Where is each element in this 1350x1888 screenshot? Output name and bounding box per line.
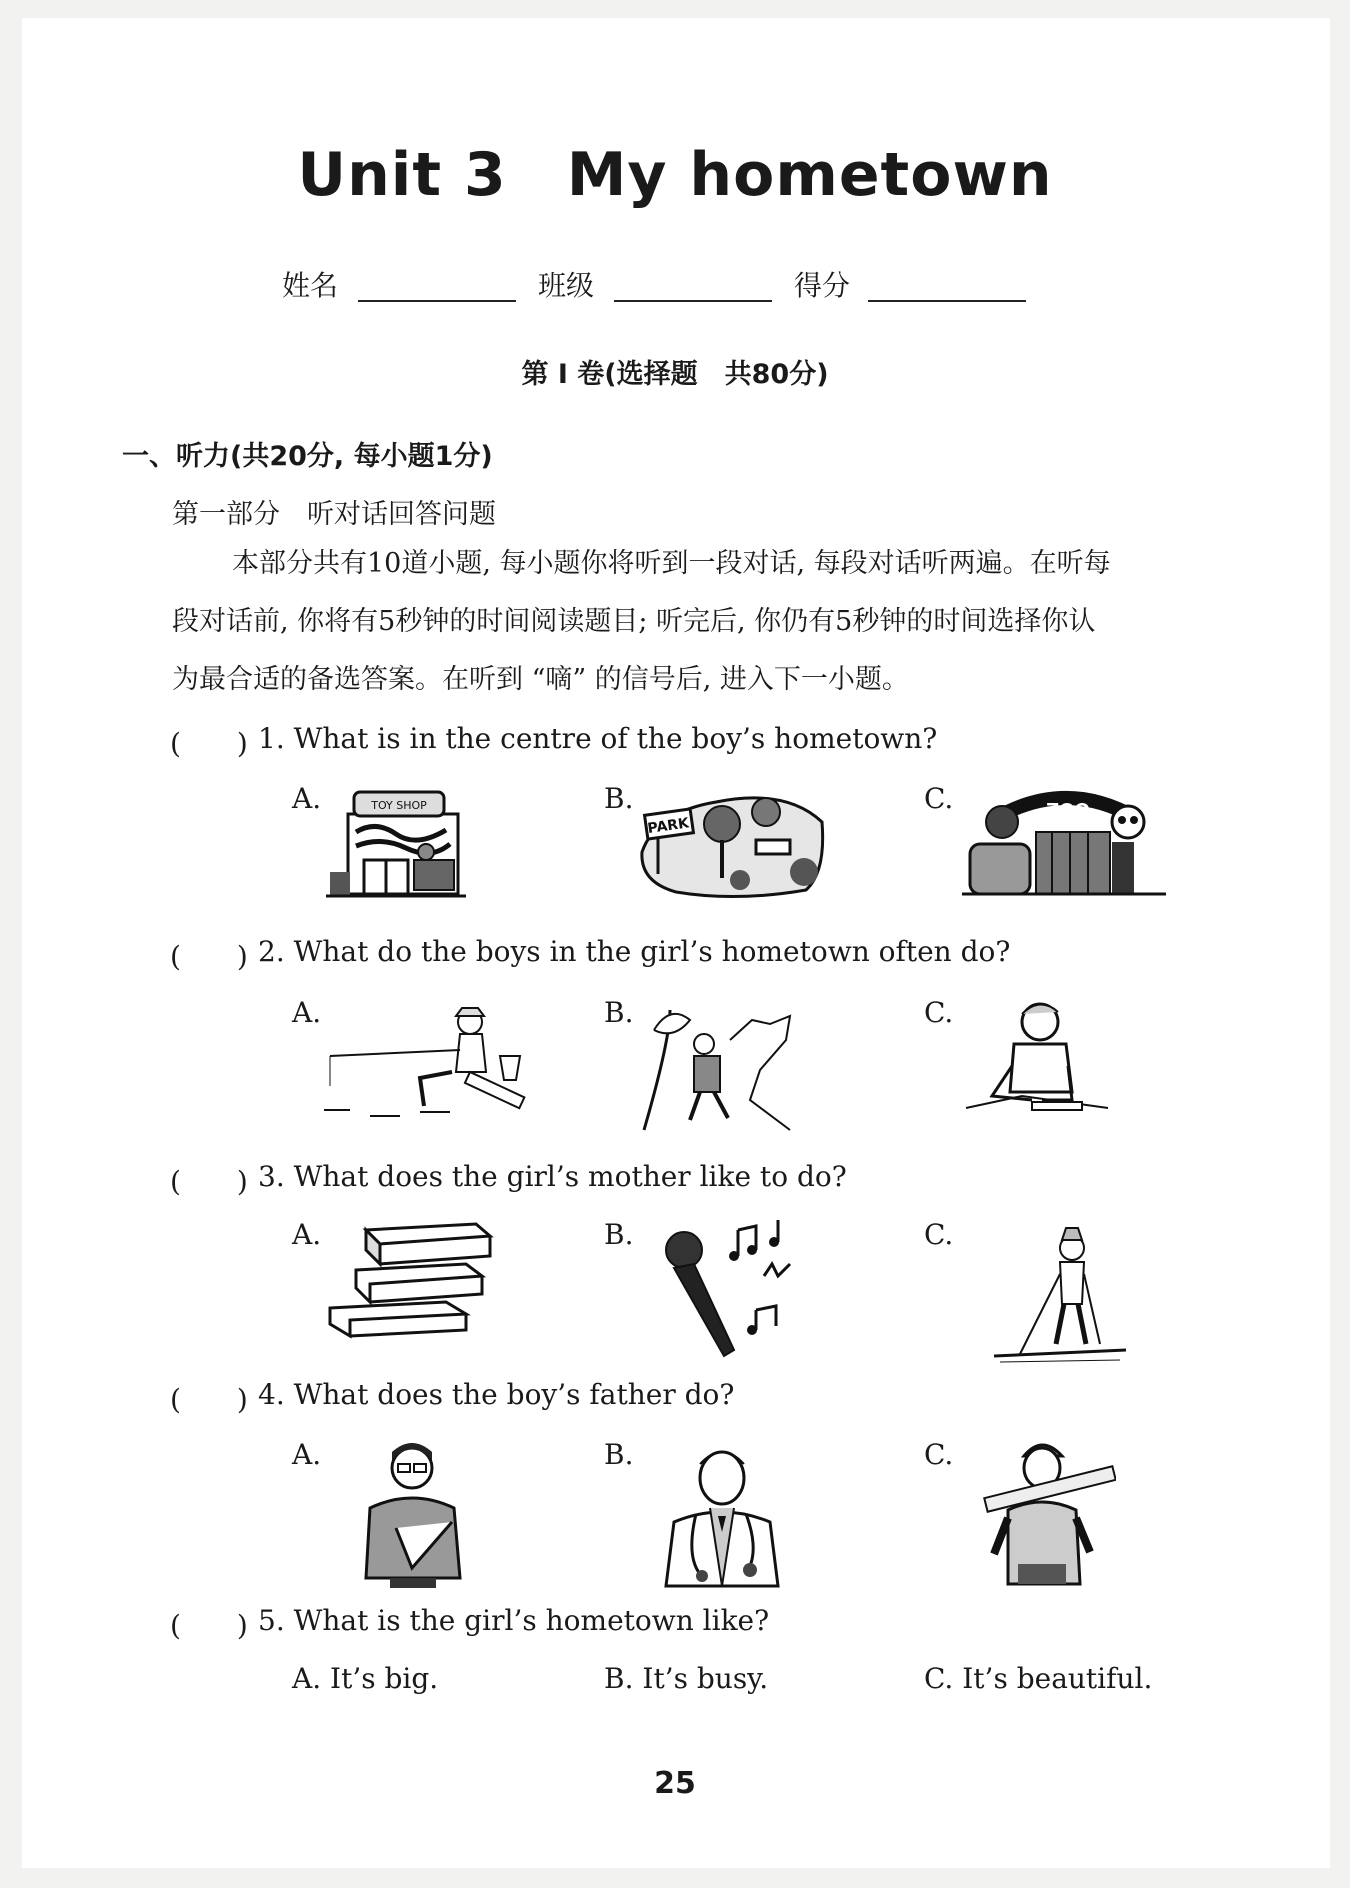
- q3-option-a[interactable]: A.: [292, 1218, 322, 1251]
- q2-option-c[interactable]: C.: [924, 996, 954, 1029]
- q5-option-b[interactable]: B. It’s busy.: [604, 1662, 769, 1695]
- section-title: 一、听力(共20分, 每小题1分): [122, 441, 493, 472]
- q2-option-a[interactable]: A.: [292, 996, 322, 1029]
- instruction-line-3: 为最合适的备选答案。在听到 “嘀” 的信号后, 进入下一小题。: [172, 664, 909, 695]
- instruction-line-1: 本部分共有10道小题, 每小题你将听到一段对话, 每段对话听两遍。在听每: [232, 548, 1111, 579]
- name-label: 姓名: [282, 269, 339, 302]
- q1-option-c[interactable]: C.: [924, 782, 954, 815]
- answer-bracket-4[interactable]: ( ): [170, 1383, 248, 1416]
- doctor-icon: [660, 1436, 784, 1588]
- score-label: 得分: [794, 269, 851, 302]
- q1-option-b[interactable]: B.: [604, 782, 634, 815]
- q4-option-a[interactable]: A.: [292, 1438, 322, 1471]
- teacher-icon: [356, 1438, 470, 1588]
- page-number: 25: [654, 1766, 696, 1801]
- class-field[interactable]: [614, 300, 772, 302]
- zoo-icon: [956, 778, 1172, 902]
- answer-bracket-3[interactable]: ( ): [170, 1165, 248, 1198]
- toy-shop-icon: [326, 784, 472, 902]
- part-title: 第一部分 听对话回答问题: [172, 499, 496, 530]
- worker-icon: [980, 1434, 1116, 1588]
- name-field[interactable]: [358, 300, 516, 302]
- fishing-icon: [320, 1000, 530, 1130]
- toy-shop-sign: TOY SHOP: [371, 799, 427, 812]
- q5-option-a[interactable]: A. It’s big.: [292, 1662, 439, 1695]
- volume-title: 第 I 卷(选择题 共80分): [521, 359, 829, 390]
- answer-bracket-1[interactable]: ( ): [170, 727, 248, 760]
- q1-option-a[interactable]: A.: [292, 782, 322, 815]
- question-5-text: 5. What is the girl’s hometown like?: [258, 1604, 770, 1637]
- score-field[interactable]: [868, 300, 1026, 302]
- q3-option-b[interactable]: B.: [604, 1218, 634, 1251]
- books-icon: [326, 1216, 500, 1342]
- question-2-text: 2. What do the boys in the girl’s hometown often do?: [258, 935, 1011, 968]
- microphone-icon: [660, 1220, 806, 1366]
- zoo-sign: ZOO: [1046, 800, 1090, 821]
- skiing-icon: [990, 1224, 1130, 1370]
- q3-option-c[interactable]: C.: [924, 1218, 954, 1251]
- hiking-icon: [640, 1000, 800, 1136]
- instruction-line-2: 段对话前, 你将有5秒钟的时间阅读题目; 听完后, 你仍有5秒钟的时间选择你认: [172, 606, 1096, 637]
- q4-option-c[interactable]: C.: [924, 1438, 954, 1471]
- answer-bracket-5[interactable]: ( ): [170, 1609, 248, 1642]
- making-models-icon: [962, 996, 1112, 1130]
- question-4-text: 4. What does the boy’s father do?: [258, 1378, 735, 1411]
- class-label: 班级: [538, 269, 595, 302]
- unit-title: Unit 3 My hometown: [297, 140, 1053, 210]
- q2-option-b[interactable]: B.: [604, 996, 634, 1029]
- park-icon: [636, 782, 832, 902]
- q5-option-c[interactable]: C. It’s beautiful.: [924, 1662, 1153, 1695]
- question-1-text: 1. What is in the centre of the boy’s hometown?: [258, 722, 938, 755]
- park-sign: PARK: [646, 815, 690, 837]
- answer-bracket-2[interactable]: ( ): [170, 940, 248, 973]
- q4-option-b[interactable]: B.: [604, 1438, 634, 1471]
- question-3-text: 3. What does the girl’s mother like to do?: [258, 1160, 847, 1193]
